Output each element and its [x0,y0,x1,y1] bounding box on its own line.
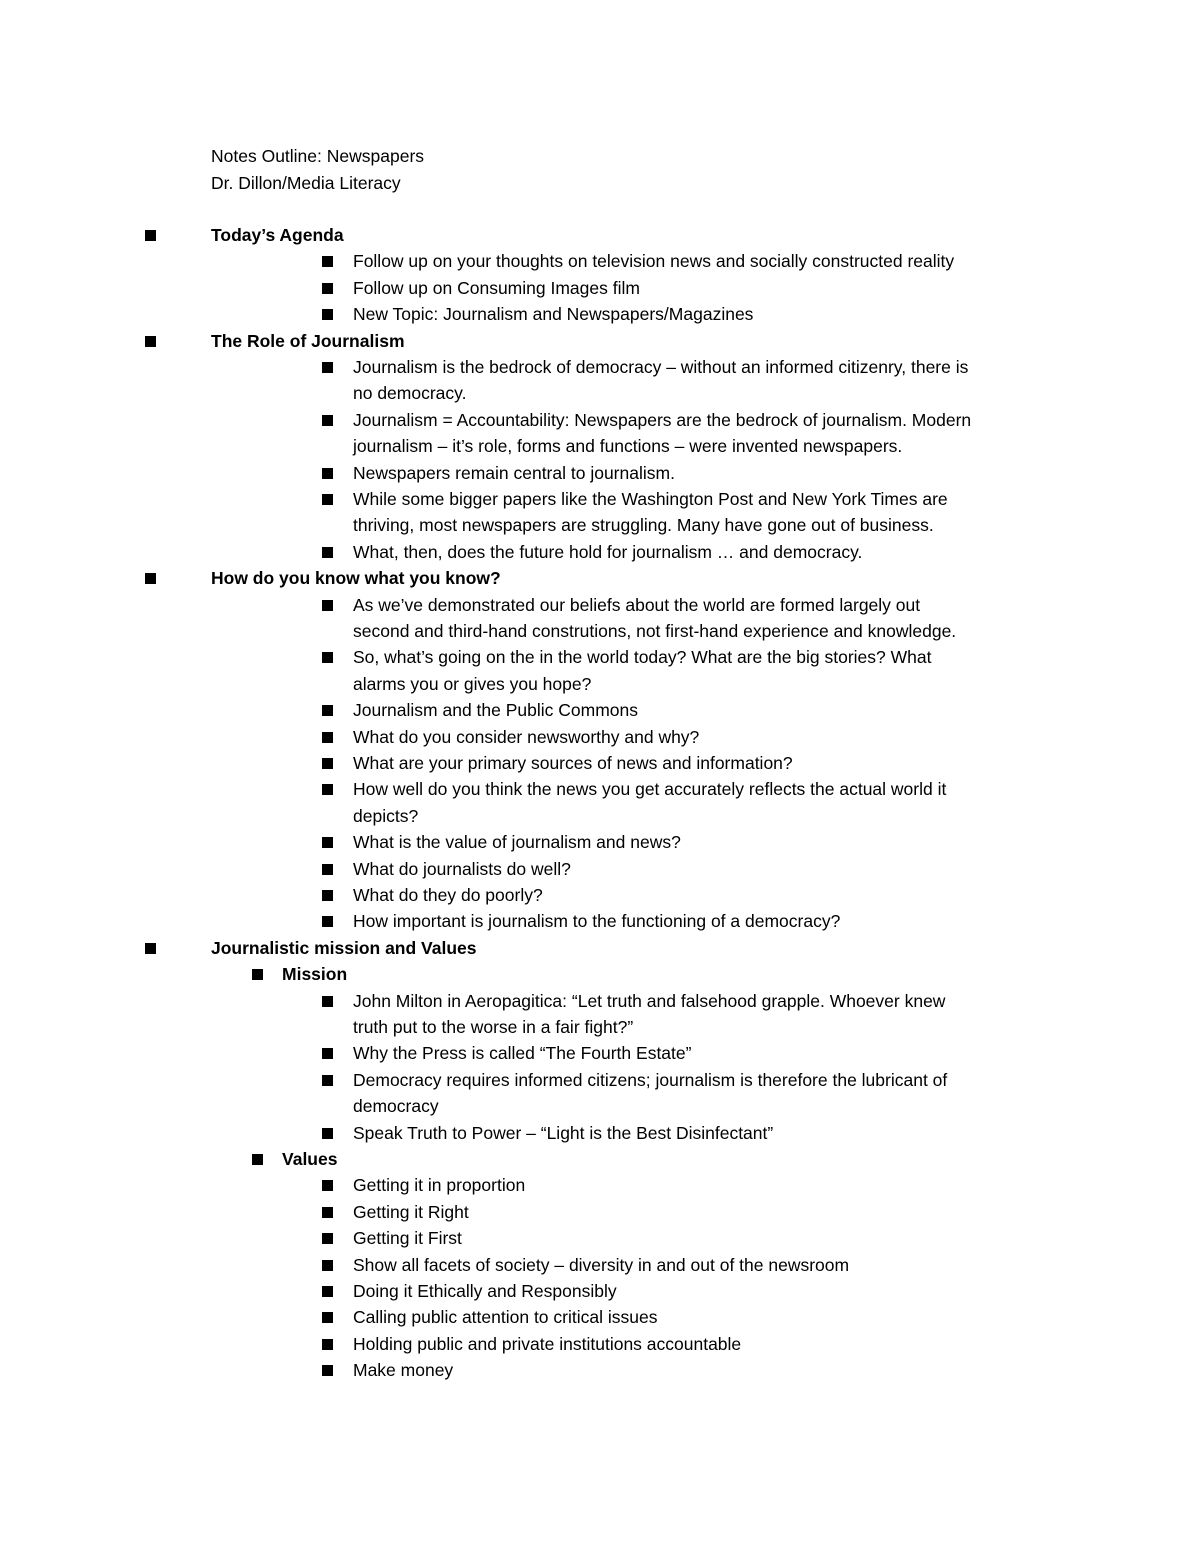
bullet-marker [322,864,333,875]
list-item-line: thriving, most newspapers are struggling. Many have gone out of business. [353,515,934,536]
list-item-line: Make money [353,1360,454,1381]
bullet-marker [322,1048,333,1059]
bullet-marker [322,1075,333,1086]
list-item-line: Why the Press is called “The Fourth Estate” [353,1043,692,1064]
list-item-line: alarms you or gives you hope? [353,673,592,694]
list-item-line: journalism – it’s role, forms and functions – were invented newspapers. [353,436,903,457]
bullet-marker [322,837,333,848]
list-item-line: So, what’s going on the in the world today? What are the big stories? What [353,647,932,668]
list-item-line: What do journalists do well? [353,858,571,879]
list-item-line: What is the value of journalism and news? [353,832,681,853]
bullet-marker [322,732,333,743]
bullet-marker [322,996,333,1007]
list-item-line: Journalism and the Public Commons [353,700,638,721]
bullet-marker [322,1312,333,1323]
list-item [353,1225,462,1251]
list-item [353,1040,691,1066]
bullet-marker [322,362,333,373]
list-item-line: How important is journalism to the functioning of a democracy? [353,911,841,932]
bullet-marker [322,1128,333,1139]
subsection-heading [282,1146,337,1172]
list-item-line: Doing it Ethically and Responsibly [353,1281,617,1301]
list-item-line: Speak Truth to Power – “Light is the Best Disinfectant” [353,1122,774,1143]
list-item-line: What, then, does the future hold for journalism … and democracy. [353,541,863,562]
list-item-line: Democracy requires informed citizens; journalism is therefore the lubricant of [353,1069,948,1090]
list-item-line: Getting it First [353,1228,462,1249]
list-item-line: John Milton in Aeropagitica: “Let truth and falsehood grapple. Whoever knew [353,990,946,1011]
list-item [353,248,954,274]
list-item-line: Newspapers remain central to journalism. [353,462,675,483]
bullet-marker [322,494,333,505]
bullet-marker [322,1180,333,1191]
bullet-marker [145,943,156,954]
bullet-marker [322,1365,333,1376]
bullet-marker [145,573,156,584]
list-item [353,407,971,460]
list-item-line: Values [282,1149,338,1169]
bullet-marker [322,600,333,611]
list-item [353,1304,657,1330]
list-item-line: Journalistic mission and Values [211,937,477,958]
bullet-marker [145,336,156,347]
list-item [353,1199,469,1225]
list-item-line: no democracy. [353,383,467,404]
bullet-marker [322,758,333,769]
list-item-line: Show all facets of society – diversity in and out of the newsroom [353,1254,850,1275]
list-item [353,1067,947,1120]
bullet-marker [252,1154,263,1165]
section-heading [211,935,477,961]
document-title: Notes Outline: Newspapers [211,146,425,166]
list-item [353,539,862,565]
list-item-line: Mission [282,964,348,985]
list-item [353,1172,525,1198]
bullet-marker [322,283,333,294]
list-item [353,592,956,645]
list-item-line: second and third-hand construtions, not first-hand experience and knowledge. [353,621,957,641]
list-item-line: Journalism is the bedrock of democracy – without an informed citizenry, there is [353,357,969,377]
list-item [353,1252,849,1278]
list-item-line: Getting it in proportion [353,1175,526,1196]
list-item [353,460,675,486]
list-item [353,301,753,327]
list-item [353,724,699,750]
list-item [353,644,931,697]
bullet-marker [322,784,333,795]
bullet-marker [322,1286,333,1297]
list-item-line: Getting it Right [353,1201,469,1222]
list-item-line: New Topic: Journalism and Newspapers/Magazines [353,304,754,325]
list-item [353,908,840,934]
list-item-line: truth put to the worse in a fair fight?” [353,1017,634,1037]
list-item [353,1357,453,1383]
bullet-marker [322,1207,333,1218]
list-item [353,1120,773,1146]
list-item [353,750,793,776]
bullet-marker [322,652,333,663]
list-item-line: Holding public and private institutions accountable [353,1333,742,1354]
list-item-line: depicts? [353,805,419,826]
list-item-line: democracy [353,1096,439,1117]
list-item-line: Follow up on your thoughts on television news and socially constructed reality [353,251,955,272]
list-item [353,486,948,539]
list-item-line: Today’s Agenda [211,225,344,245]
list-item-line: As we’ve demonstrated our beliefs about the world are formed largely out [353,594,921,615]
list-item [353,275,640,301]
bullet-marker [252,969,263,980]
section-heading [211,565,501,591]
bullet-marker [322,309,333,320]
list-item [353,354,968,407]
list-item-line: What do they do poorly? [353,885,543,905]
list-item [353,697,638,723]
bullet-marker [322,468,333,479]
list-item-line: While some bigger papers like the Washington Post and New York Times are [353,489,948,509]
list-item [353,1278,617,1304]
bullet-marker [322,415,333,426]
bullet-marker [322,256,333,267]
list-item [353,856,571,882]
bullet-marker [322,705,333,716]
list-item [353,882,543,908]
bullet-marker [322,1339,333,1350]
section-heading [211,222,344,248]
list-item-line: Follow up on Consuming Images film [353,277,640,298]
list-item-line: Calling public attention to critical issues [353,1307,658,1328]
bullet-marker [322,547,333,558]
list-item [353,776,946,829]
subsection-heading [282,961,347,987]
list-item-line: The Role of Journalism [211,330,405,351]
list-item-line: What do you consider newsworthy and why? [353,726,700,747]
list-item-line: How well do you think the news you get accurately reflects the actual world it [353,779,947,800]
bullet-marker [322,1233,333,1244]
list-item-line: What are your primary sources of news and information? [353,753,793,773]
list-item [353,988,945,1041]
bullet-marker [322,916,333,927]
list-item-line: How do you know what you know? [211,568,501,589]
list-item [353,1331,741,1357]
bullet-marker [322,890,333,901]
list-item [353,829,681,855]
section-heading [211,328,405,354]
bullet-marker [322,1260,333,1271]
bullet-marker [145,230,156,241]
list-item-line: Journalism = Accountability: Newspapers are the bedrock of journalism. Modern [353,409,972,430]
document-subtitle: Dr. Dillon/Media Literacy [211,173,401,193]
